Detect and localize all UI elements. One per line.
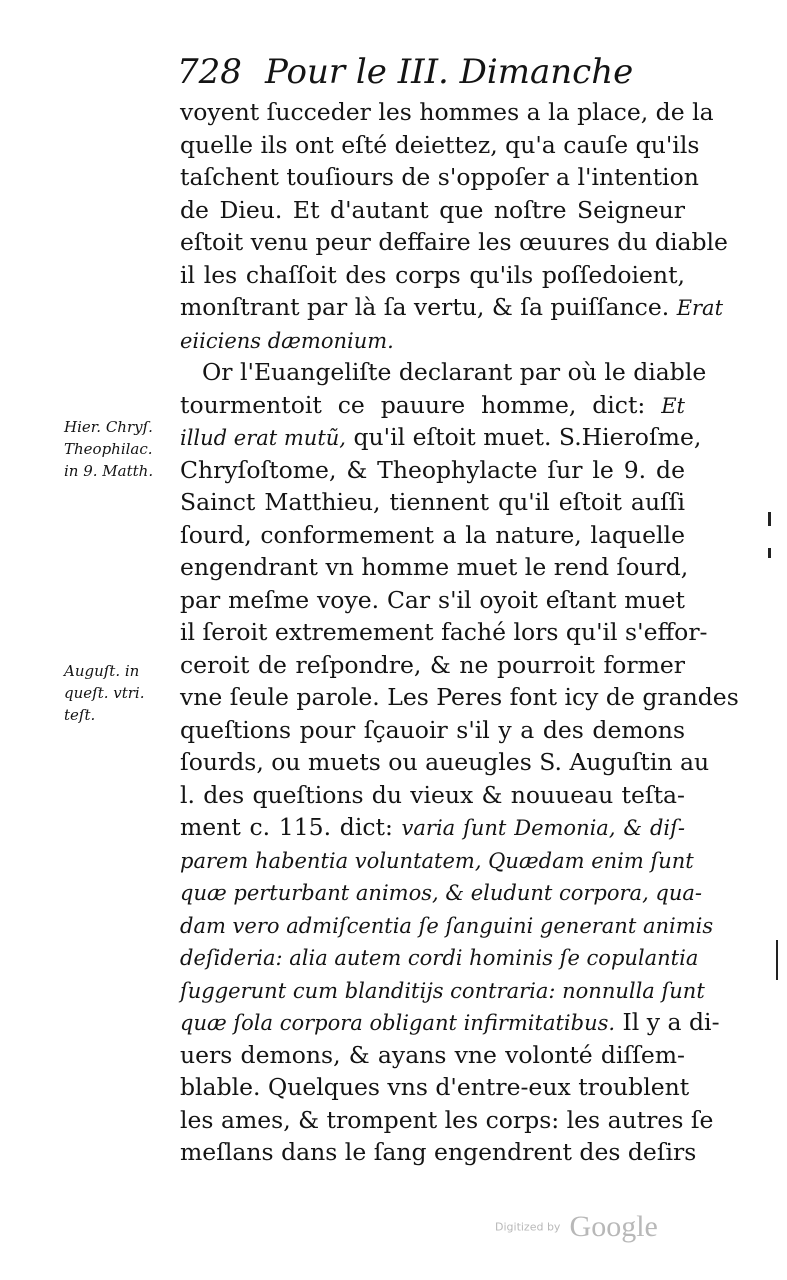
margin-note-hierome [64,416,178,482]
text-line [180,129,700,162]
italic-text: varia ſunt Demonia, & diſ- [401,816,685,840]
italic-text: Erat [676,296,724,320]
roman-text: il ſeroit extremement faché lors qu'il s'effor- [180,618,708,646]
text-line [180,259,685,292]
roman-text: ceroit de reſpondre, & ne pourroit former [180,650,685,679]
text-line [180,356,707,389]
roman-text: les ames, & trompent les corps: les autres ſe [180,1105,714,1134]
roman-text: queſtions pour ſçauoir s'il y a des demons [180,715,685,744]
roman-text: qu'il eſtoit muet. S.Hieroſme, [345,423,702,451]
scan-speck [776,940,778,980]
text-line [180,844,694,877]
roman-text: quelle ils ont eſté deiettez, qu'a cauſe qu'ils [180,130,700,159]
margin-note-line: teſt. [64,706,96,724]
margin-note-augustin [64,660,178,726]
roman-text: l. des queſtions du vieux & nouueau teſta- [180,780,685,809]
italic-text: eiiciens dæmonium. [180,328,394,353]
roman-text: Sainct Matthieu, tiennent qu'il eſtoit auſſi [180,488,685,516]
text-line [180,1071,690,1104]
text-line [180,551,689,584]
italic-text: illud erat mutũ, [180,426,346,450]
roman-text: par meſme voye. Car s'il oyoit eſtant muet [180,585,685,614]
text-line [180,421,702,454]
italic-text: parem habentia voluntatem, Quædam enim ſunt [180,848,694,873]
text-line [180,454,685,487]
text-line [180,519,685,552]
text-line [180,226,728,259]
roman-text: blable. Quelques vns d'entre-eux troublent [180,1073,690,1101]
italic-text: ſuggerunt cum blanditijs contraria: nonnulla ſunt [180,978,705,1003]
text-line [180,779,685,812]
text-line [180,324,685,357]
text-line [180,1136,697,1169]
roman-text: taſchent touſiours de s'oppoſer a l'intention [180,163,699,191]
scan-speck [768,512,771,526]
roman-text: de Dieu. Et d'autant que noſtre Seigneur [180,195,685,224]
italic-text: Et [661,393,685,418]
margin-note-line: queſt. vtri. [64,684,145,702]
text-line [180,811,685,844]
roman-text: engendrant vn homme muet le rend ſourd, [180,553,689,581]
roman-text: uers demons, & ayans vne volonté diſſem- [180,1040,685,1069]
text-line [180,974,705,1007]
italic-text: quæ perturbant animos, & eludunt corpora, qua- [180,881,703,905]
roman-text: eſtoit venu peur deffaire les œuures du diable [180,228,728,256]
body-text [180,96,739,1169]
text-line [180,194,685,227]
italic-text: deſideria: alia autem cordi hominis ſe copulantia [180,946,699,970]
roman-text: Chryſoſtome, & Theophylacte ſur le 9. de [180,455,685,484]
roman-text: Or l'Euangeliſte declarant par où le diable [202,358,707,386]
text-line [180,96,714,129]
margin-note-line: Hier. Chryſ. [64,418,153,436]
roman-text: voyent ſucceder les hommes a la place, de la [180,98,714,126]
text-line [180,1006,720,1039]
roman-text: il les chaſſoit des corps qu'ils poſſedoient, [180,260,685,289]
text-line [180,486,685,519]
text-line [180,584,685,617]
text-line [180,681,739,714]
text-line [180,1104,714,1137]
roman-text: tourmentoit ce pauure homme, dict: [180,390,662,419]
text-line [180,714,685,747]
roman-text: monſtrant par là ſa vertu, & ſa puiſſance. [180,293,677,321]
text-line [180,291,724,324]
watermark-prefix: Digitized by [495,1220,561,1234]
margin-note-line: Theophilac. [64,440,153,458]
text-line [180,909,714,942]
roman-text: ſourds, ou muets ou aueugles S. Auguſtin au [180,748,710,776]
text-line [180,649,685,682]
page-number: 728 [177,52,242,92]
text-line [180,161,699,194]
running-title: Pour le III. Dimanche [265,52,634,92]
roman-text: meſlans dans le ſang engendrent des deſirs [180,1138,697,1166]
roman-text: Il y a di- [615,1008,720,1036]
italic-text: dam vero admiſcentia ſe ſanguini generant animis [180,913,714,938]
scan-speck [768,548,771,558]
text-line [180,746,710,779]
italic-text: quæ ſola corpora obligant infirmitatibus. [180,1011,616,1035]
text-line [180,389,685,422]
digitized-watermark [495,1210,675,1250]
roman-text: ſourd, conformement a la nature, laquelle [180,520,685,549]
google-logo: Google [569,1210,658,1243]
text-line [180,941,699,974]
text-line [180,1039,685,1072]
roman-text: ment c. 115. dict: [180,813,402,841]
margin-note-line: Auguſt. in [64,662,140,680]
margin-note-line: in 9. Matth. [64,462,154,480]
text-line [180,616,708,649]
text-line [180,876,703,909]
roman-text: vne ſeule parole. Les Peres font icy de grandes [180,683,739,711]
page-header [177,52,687,98]
